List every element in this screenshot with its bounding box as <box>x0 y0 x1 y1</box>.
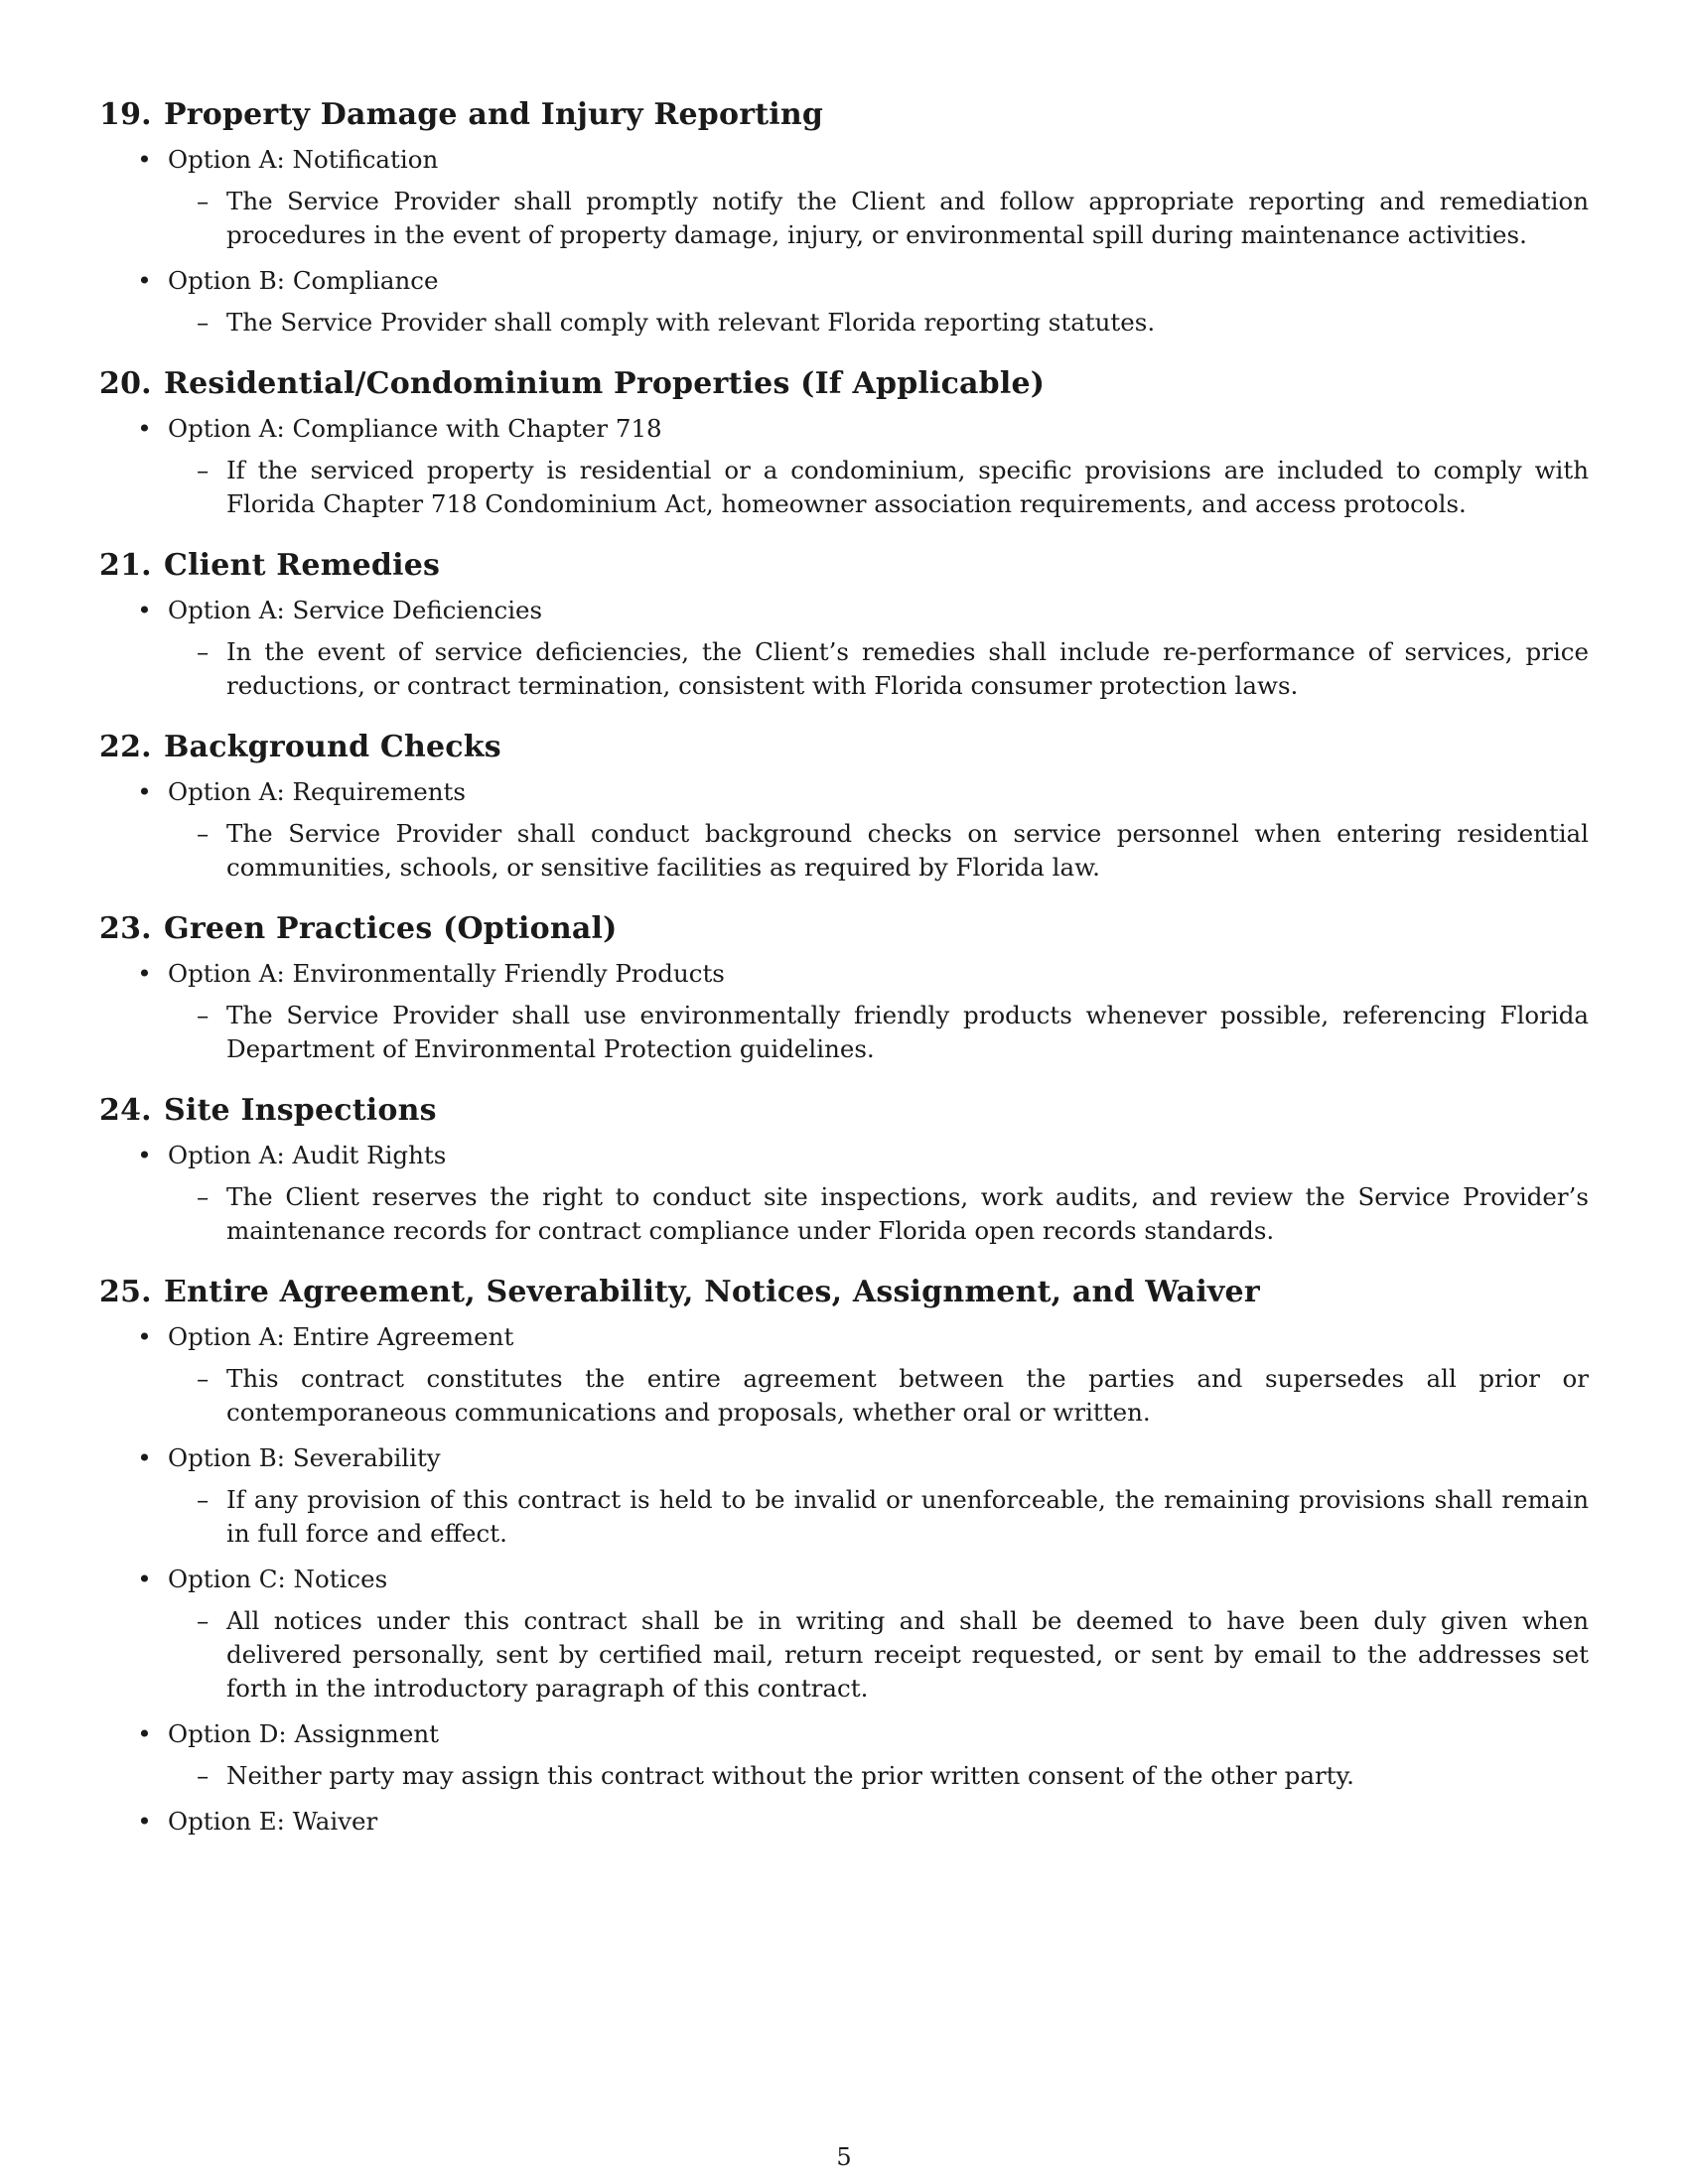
section-title: Background Checks <box>164 730 501 764</box>
section <box>99 909 1589 1066</box>
option-label: Option A: Notification <box>168 145 439 174</box>
bullet-icon: • <box>137 266 152 295</box>
bullet-icon: • <box>137 1141 152 1169</box>
dash-icon: – <box>197 308 210 337</box>
section <box>99 364 1589 521</box>
detail-text: If the serviced property is residential or a condominium, specific provisions are included to comply with Florida Chapter 718 Condominium Act, homeowner association requirements, and access protocols. <box>226 456 1589 518</box>
section <box>99 1273 1589 1839</box>
option-item <box>99 1139 1589 1172</box>
detail-text: All notices under this contract shall be in writing and shall be deemed to have been duly given when delivered personally, sent by certified mail, return receipt requested, or sent by email to the addresses set forth in the introductory paragraph of this contract. <box>226 1606 1589 1703</box>
option-label: Option A: Service Deficiencies <box>168 596 543 624</box>
option-item <box>99 1320 1589 1354</box>
option-detail <box>99 1362 1589 1430</box>
dash-icon: – <box>197 1761 210 1790</box>
option-detail <box>99 817 1589 885</box>
bullet-icon: • <box>137 414 152 443</box>
dash-icon: – <box>197 456 210 484</box>
dash-icon: – <box>197 1606 210 1635</box>
dash-icon: – <box>197 819 210 848</box>
section-number: 21. <box>99 548 152 583</box>
section-title: Entire Agreement, Severability, Notices, Assignment, and Waiver <box>164 1275 1260 1309</box>
option-label: Option A: Environmentally Friendly Products <box>168 959 725 988</box>
bullet-icon: • <box>137 1565 152 1593</box>
option-item <box>99 957 1589 991</box>
option-label: Option B: Severability <box>168 1443 441 1472</box>
detail-text: The Client reserves the right to conduct site inspections, work audits, and review the Service Provider’s maintenance records for contract compliance under Florida open records standards. <box>226 1182 1589 1245</box>
section-heading <box>99 1273 1589 1312</box>
section-number: 23. <box>99 911 152 946</box>
bullet-icon: • <box>137 1807 152 1836</box>
option-label: Option C: Notices <box>168 1565 388 1593</box>
detail-text: In the event of service deficiencies, the Client’s remedies shall include re-performance of services, price reductions, or contract termination, consistent with Florida consumer protection laws. <box>226 637 1589 700</box>
option-detail <box>99 999 1589 1066</box>
option-label: Option E: Waiver <box>168 1807 378 1836</box>
bullet-icon: • <box>137 1443 152 1472</box>
option-detail <box>99 185 1589 252</box>
section-title: Property Damage and Injury Reporting <box>164 97 824 132</box>
bullet-icon: • <box>137 1322 152 1351</box>
section-number: 20. <box>99 366 152 401</box>
option-item <box>99 412 1589 446</box>
section-number: 19. <box>99 97 152 132</box>
dash-icon: – <box>197 1364 210 1393</box>
section-heading <box>99 546 1589 586</box>
section-heading <box>99 95 1589 135</box>
detail-text: If any provision of this contract is held to be invalid or unenforceable, the remaining provisions shall remain in full force and effect. <box>226 1485 1589 1548</box>
option-item <box>99 1717 1589 1751</box>
detail-text: The Service Provider shall use environmentally friendly products whenever possible, referencing Florida Department of Environmental Protection guidelines. <box>226 1001 1589 1063</box>
option-detail <box>99 635 1589 703</box>
bullet-icon: • <box>137 777 152 806</box>
section-number: 22. <box>99 730 152 764</box>
section <box>99 546 1589 703</box>
option-detail <box>99 1604 1589 1706</box>
section-title: Client Remedies <box>164 548 441 583</box>
section-heading <box>99 728 1589 767</box>
option-label: Option A: Audit Rights <box>168 1141 447 1169</box>
option-label: Option A: Compliance with Chapter 718 <box>168 414 662 443</box>
bullet-icon: • <box>137 959 152 988</box>
section-number: 24. <box>99 1093 152 1128</box>
section <box>99 95 1589 340</box>
detail-text: Neither party may assign this contract without the prior written consent of the other party. <box>226 1761 1354 1790</box>
section <box>99 728 1589 885</box>
detail-text: The Service Provider shall comply with relevant Florida reporting statutes. <box>226 308 1156 337</box>
option-item <box>99 1805 1589 1839</box>
detail-text: The Service Provider shall promptly notify the Client and follow appropriate reporting and remediation procedures in the event of property damage, injury, or environmental spill during maintenance activities. <box>226 187 1589 249</box>
option-label: Option B: Compliance <box>168 266 439 295</box>
option-detail <box>99 1759 1589 1793</box>
dash-icon: – <box>197 1485 210 1514</box>
option-item <box>99 264 1589 298</box>
option-label: Option A: Entire Agreement <box>168 1322 514 1351</box>
option-label: Option A: Requirements <box>168 777 466 806</box>
option-item <box>99 143 1589 177</box>
option-item <box>99 1563 1589 1596</box>
option-detail <box>99 306 1589 340</box>
option-item <box>99 775 1589 809</box>
section-title: Residential/Condominium Properties (If Applicable) <box>164 366 1046 401</box>
detail-text: This contract constitutes the entire agreement between the parties and supersedes all prior or contemporaneous communications and proposals, whether oral or written. <box>226 1364 1589 1427</box>
dash-icon: – <box>197 1001 210 1029</box>
section-heading <box>99 364 1589 404</box>
option-detail <box>99 1483 1589 1551</box>
detail-text: The Service Provider shall conduct background checks on service personnel when entering residential communities, schools, or sensitive facilities as required by Florida law. <box>226 819 1589 882</box>
section-heading <box>99 909 1589 949</box>
dash-icon: – <box>197 637 210 666</box>
dash-icon: – <box>197 1182 210 1211</box>
option-detail <box>99 1180 1589 1248</box>
page-number: 5 <box>836 2143 852 2171</box>
bullet-icon: • <box>137 596 152 624</box>
option-label: Option D: Assignment <box>168 1719 439 1748</box>
section-title: Green Practices (Optional) <box>164 911 618 946</box>
option-item <box>99 594 1589 627</box>
dash-icon: – <box>197 187 210 215</box>
section-number: 25. <box>99 1275 152 1309</box>
section-title: Site Inspections <box>164 1093 437 1128</box>
bullet-icon: • <box>137 145 152 174</box>
bullet-icon: • <box>137 1719 152 1748</box>
document-body <box>99 95 1589 1863</box>
option-detail <box>99 454 1589 521</box>
option-item <box>99 1441 1589 1475</box>
section-heading <box>99 1091 1589 1131</box>
section <box>99 1091 1589 1248</box>
